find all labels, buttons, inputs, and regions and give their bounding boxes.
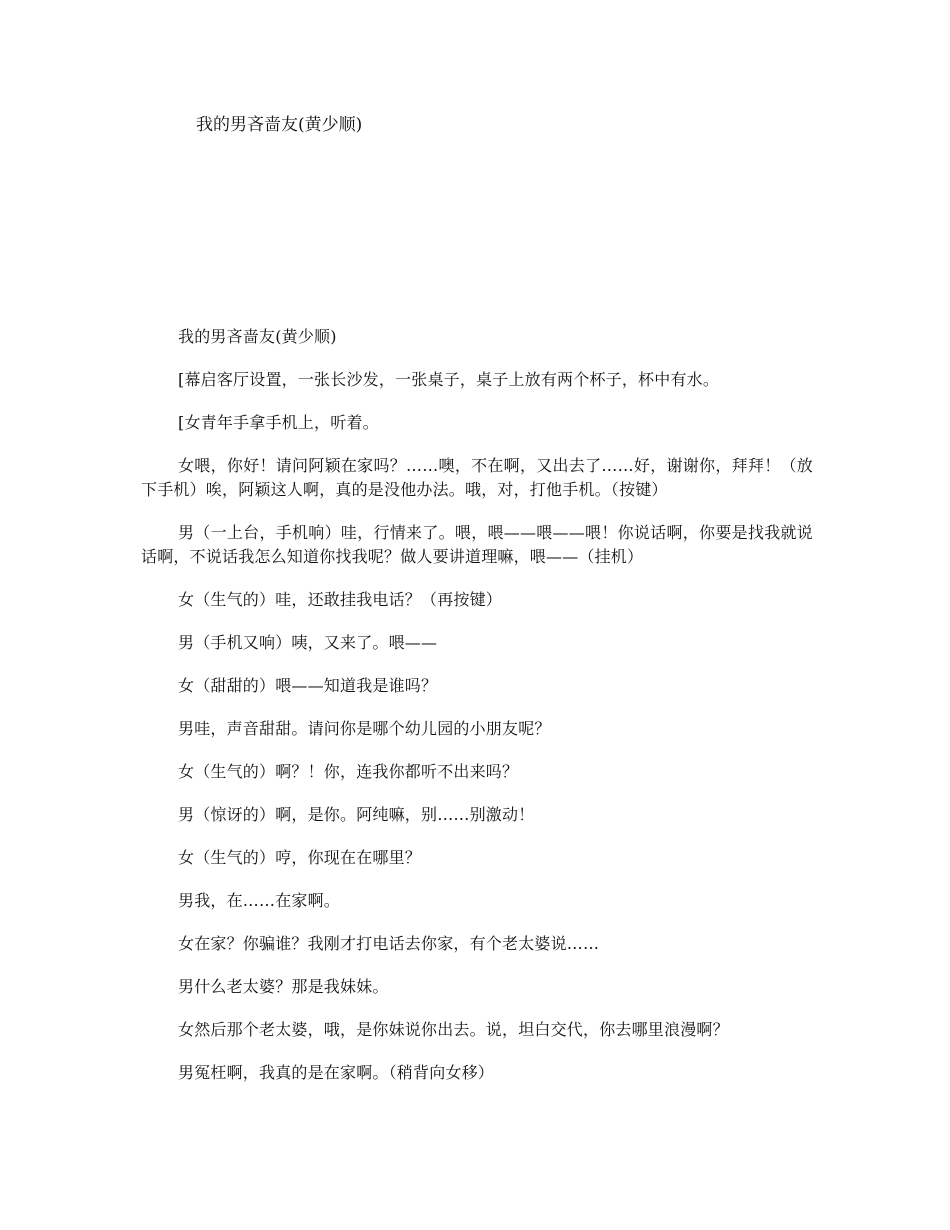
dialogue-line: 男（惊讶的）啊，是你。阿纯嘛，别……别激动！	[178, 805, 535, 824]
dialogue-line: 女（生气的）哼，你现在在哪里？	[178, 848, 422, 867]
dialogue-line: 男（手机又响）咦，又来了。喂——	[178, 633, 438, 652]
dialogue-line: 男（一上台，手机响）哇，行情来了。喂，喂——喂——喂！你说话啊，你要是找我就说话啊，不说话我怎么知道你找我呢？做人要讲道理嘛，喂——（挂机）	[141, 523, 813, 566]
dialogue-line: 女然后那个老太婆，哦，是你妹说你出去。说，坦白交代，你去哪里浪漫啊？	[178, 1020, 729, 1039]
document-body	[141, 325, 813, 1104]
dialogue-line: 男什么老太婆？那是我妹妹。	[178, 977, 389, 996]
dialogue-line: 女在家？你骗谁？我刚才打电话去你家，有个老太婆说……	[178, 934, 600, 953]
dialogue-line: 男冤枉啊，我真的是在家啊。（稍背向女移）	[178, 1063, 495, 1082]
dialogue-line: 男哇，声音甜甜。请问你是哪个幼儿园的小朋友呢？	[178, 719, 551, 738]
stage-direction: [女青年手拿手机上，听着。	[178, 413, 379, 432]
dialogue-line: 女（生气的）哇，还敢挂我电话？（再按键）	[178, 590, 503, 609]
stage-direction: [幕启客厅设置，一张长沙发，一张桌子，桌子上放有两个杯子，杯中有水。	[178, 370, 720, 389]
dialogue-line: 女喂，你好！请问阿颖在家吗？……噢，不在啊，又出去了……好，谢谢你，拜拜！（放下手机）唉，阿颖这人啊，真的是没他办法。哦，对，打他手机。（按键）	[141, 456, 813, 499]
dialogue-line: 男我，在……在家啊。	[178, 891, 341, 910]
dialogue-line: 女（甜甜的）喂——知道我是谁吗？	[178, 676, 438, 695]
dialogue-line: 女（生气的）啊？！你，连我你都听不出来吗？	[178, 762, 519, 781]
document-title: 我的男吝啬友(黄少顺)	[196, 115, 363, 135]
paragraph: 我的男吝啬友(黄少顺)	[178, 327, 337, 346]
